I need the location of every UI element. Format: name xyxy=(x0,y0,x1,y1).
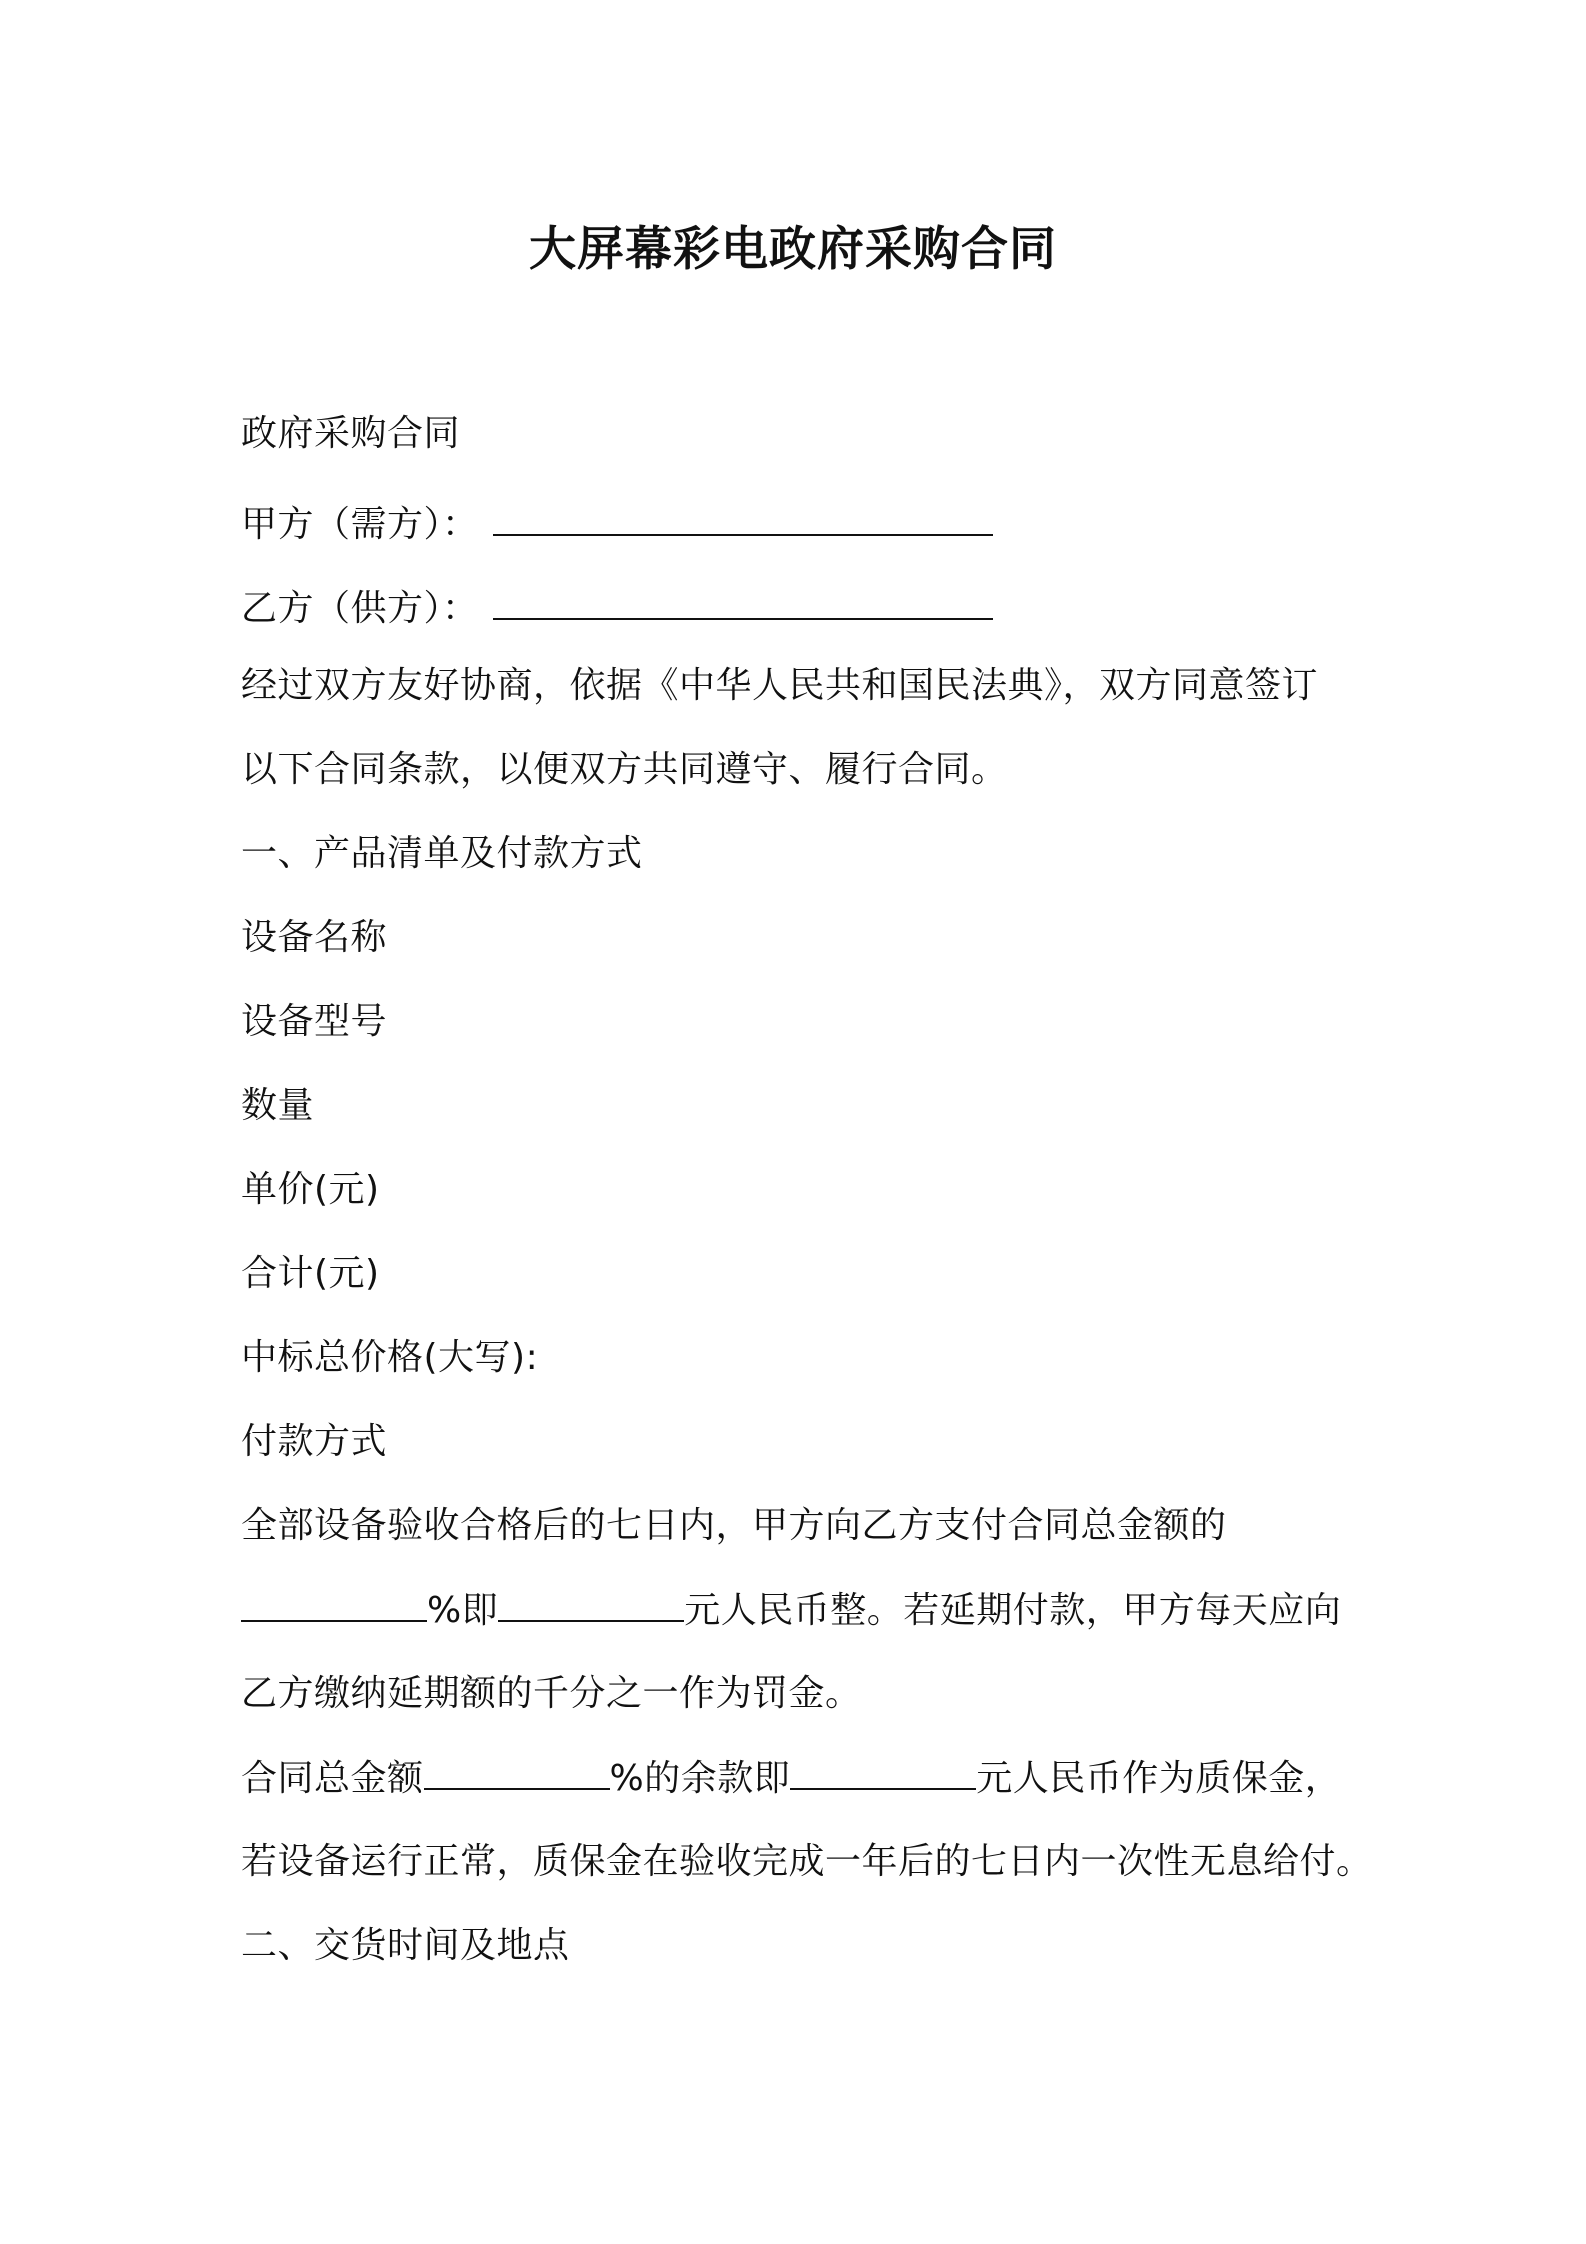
party-b-label: 乙方（供方）： xyxy=(241,588,479,629)
warranty-amount-blank xyxy=(790,1754,976,1790)
field-device-model: 设备型号 xyxy=(241,1001,388,1042)
field-bid-total: 中标总价格(大写): xyxy=(241,1337,539,1378)
party-b-blank xyxy=(493,584,993,620)
document-title: 大屏幕彩电政府采购合同 xyxy=(529,222,1057,277)
warranty-percent-blank xyxy=(424,1754,610,1790)
field-total: 合计(元) xyxy=(241,1253,380,1294)
intro-line-1: 经过双方友好协商，依据《中华人民共和国民法典》，双方同意签订 xyxy=(241,665,1319,706)
warranty-line-1-part-a: 合同总金额 xyxy=(241,1758,424,1799)
warranty-line-1-part-b: %的余款即 xyxy=(609,1758,791,1799)
warranty-line-2: 若设备运行正常，质保金在验收完成一年后的七日内一次性无息给付。 xyxy=(241,1841,1373,1882)
party-b-line xyxy=(241,584,993,633)
payment-amount-blank xyxy=(498,1586,684,1622)
payment-percent-blank xyxy=(241,1586,427,1622)
section-2-heading: 二、交货时间及地点 xyxy=(241,1925,570,1966)
section-1-heading: 一、产品清单及付款方式 xyxy=(241,833,643,874)
payment-heading: 付款方式 xyxy=(241,1421,388,1462)
payment-line-1: 全部设备验收合格后的七日内，甲方向乙方支付合同总金额的 xyxy=(241,1505,1227,1546)
warranty-line-1-part-c: 元人民币作为质保金， xyxy=(976,1758,1342,1799)
payment-line-2 xyxy=(241,1586,1341,1635)
contract-subtitle: 政府采购合同 xyxy=(241,413,461,454)
party-a-line xyxy=(241,500,993,549)
payment-line-2-part-b: 元人民币整。若延期付款，甲方每天应向 xyxy=(684,1590,1342,1631)
field-unit-price: 单价(元) xyxy=(241,1169,380,1210)
party-a-blank xyxy=(493,500,993,536)
field-quantity: 数量 xyxy=(241,1085,315,1126)
intro-line-2: 以下合同条款，以便双方共同遵守、履行合同。 xyxy=(241,749,1008,790)
party-a-label: 甲方（需方）： xyxy=(241,504,479,545)
field-device-name: 设备名称 xyxy=(241,917,388,958)
payment-line-2-part-a: %即 xyxy=(427,1590,499,1631)
warranty-line-1 xyxy=(241,1754,1341,1803)
payment-line-3: 乙方缴纳延期额的千分之一作为罚金。 xyxy=(241,1673,862,1714)
